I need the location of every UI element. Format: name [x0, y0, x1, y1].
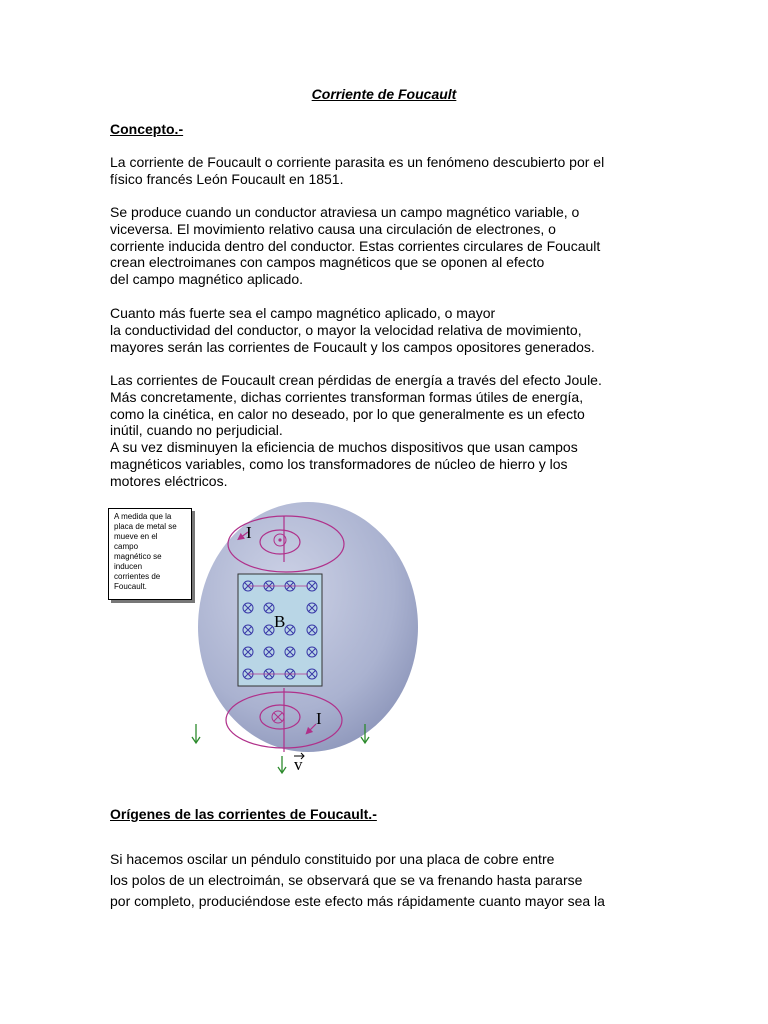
text-line: viceversa. El movimiento relativo causa una circulación de electrones, o: [110, 220, 556, 237]
callout-line: A medida que la: [114, 512, 172, 521]
text-line: Las corrientes de Foucault crean pérdidas de energía a través del efecto Joule.: [110, 372, 602, 388]
callout-line: mueve en el: [114, 532, 158, 541]
text-line: la conductividad del conductor, o mayor la velocidad relativa de movimiento,: [110, 321, 582, 338]
paragraph-3: [110, 305, 670, 355]
paragraph-5: [110, 849, 670, 912]
callout-line: campo: [114, 542, 139, 551]
figure-callout: [108, 508, 192, 600]
text-line: motores eléctricos.: [110, 472, 228, 489]
text-line: Más concretamente, dichas corrientes transforman formas útiles de energía,: [110, 388, 584, 405]
paragraph-4: [110, 372, 670, 490]
section-heading-origenes: Orígenes de las corrientes de Foucault.-: [110, 806, 377, 822]
text-line: Si hacemos oscilar un péndulo constituido por una placa de cobre entre: [110, 851, 555, 867]
text-line: A su vez disminuyen la eficiencia de muchos dispositivos que usan campos: [110, 439, 578, 456]
text-line: La corriente de Foucault o corriente parasita es un fenómeno descubierto por el: [110, 154, 605, 170]
callout-line: corrientes de: [114, 572, 161, 581]
callout-line: placa de metal se: [114, 522, 177, 531]
eddy-current-figure: [108, 502, 418, 782]
field-label: B: [274, 612, 286, 631]
callout-line: Foucault.: [114, 582, 147, 591]
paragraph-2: [110, 204, 670, 288]
text-line: como la cinética, en calor no deseado, por lo que generalmente es un efecto: [110, 405, 585, 422]
text-line: por completo, produciéndose este efecto más rápidamente cuanto mayor sea la: [110, 893, 605, 909]
document-title: Corriente de Foucault: [311, 86, 457, 102]
paragraph-1: [110, 154, 670, 188]
text-line: del campo magnético aplicado.: [110, 271, 304, 288]
text-line: mayores serán las corrientes de Foucault y los campos opositores generados.: [110, 338, 595, 355]
section-heading-concepto: Concepto.-: [110, 121, 184, 137]
text-line: Cuanto más fuerte sea el campo magnético aplicado, o mayor: [110, 305, 496, 321]
text-line: crean electroimanes con campos magnéticos que se oponen al efecto: [110, 254, 545, 271]
current-label-top: I: [246, 523, 252, 542]
text-line: los polos de un electroimán, se observará que se va frenando hasta pararse: [110, 872, 583, 888]
callout-line: inducen: [114, 562, 143, 571]
text-line: magnéticos variables, como los transformadores de núcleo de hierro y los: [110, 455, 568, 472]
callout-line: magnético se: [114, 552, 162, 561]
text-line: Se produce cuando un conductor atraviesa un campo magnético variable, o: [110, 204, 580, 220]
velocity-label: v: [294, 755, 303, 774]
current-label-bottom: I: [316, 709, 322, 728]
text-line: corriente inducida dentro del conductor. Estas corrientes circulares de Foucault: [110, 237, 601, 254]
text-line: físico francés León Foucault en 1851.: [110, 170, 344, 187]
text-line: inútil, cuando no perjudicial.: [110, 422, 283, 439]
